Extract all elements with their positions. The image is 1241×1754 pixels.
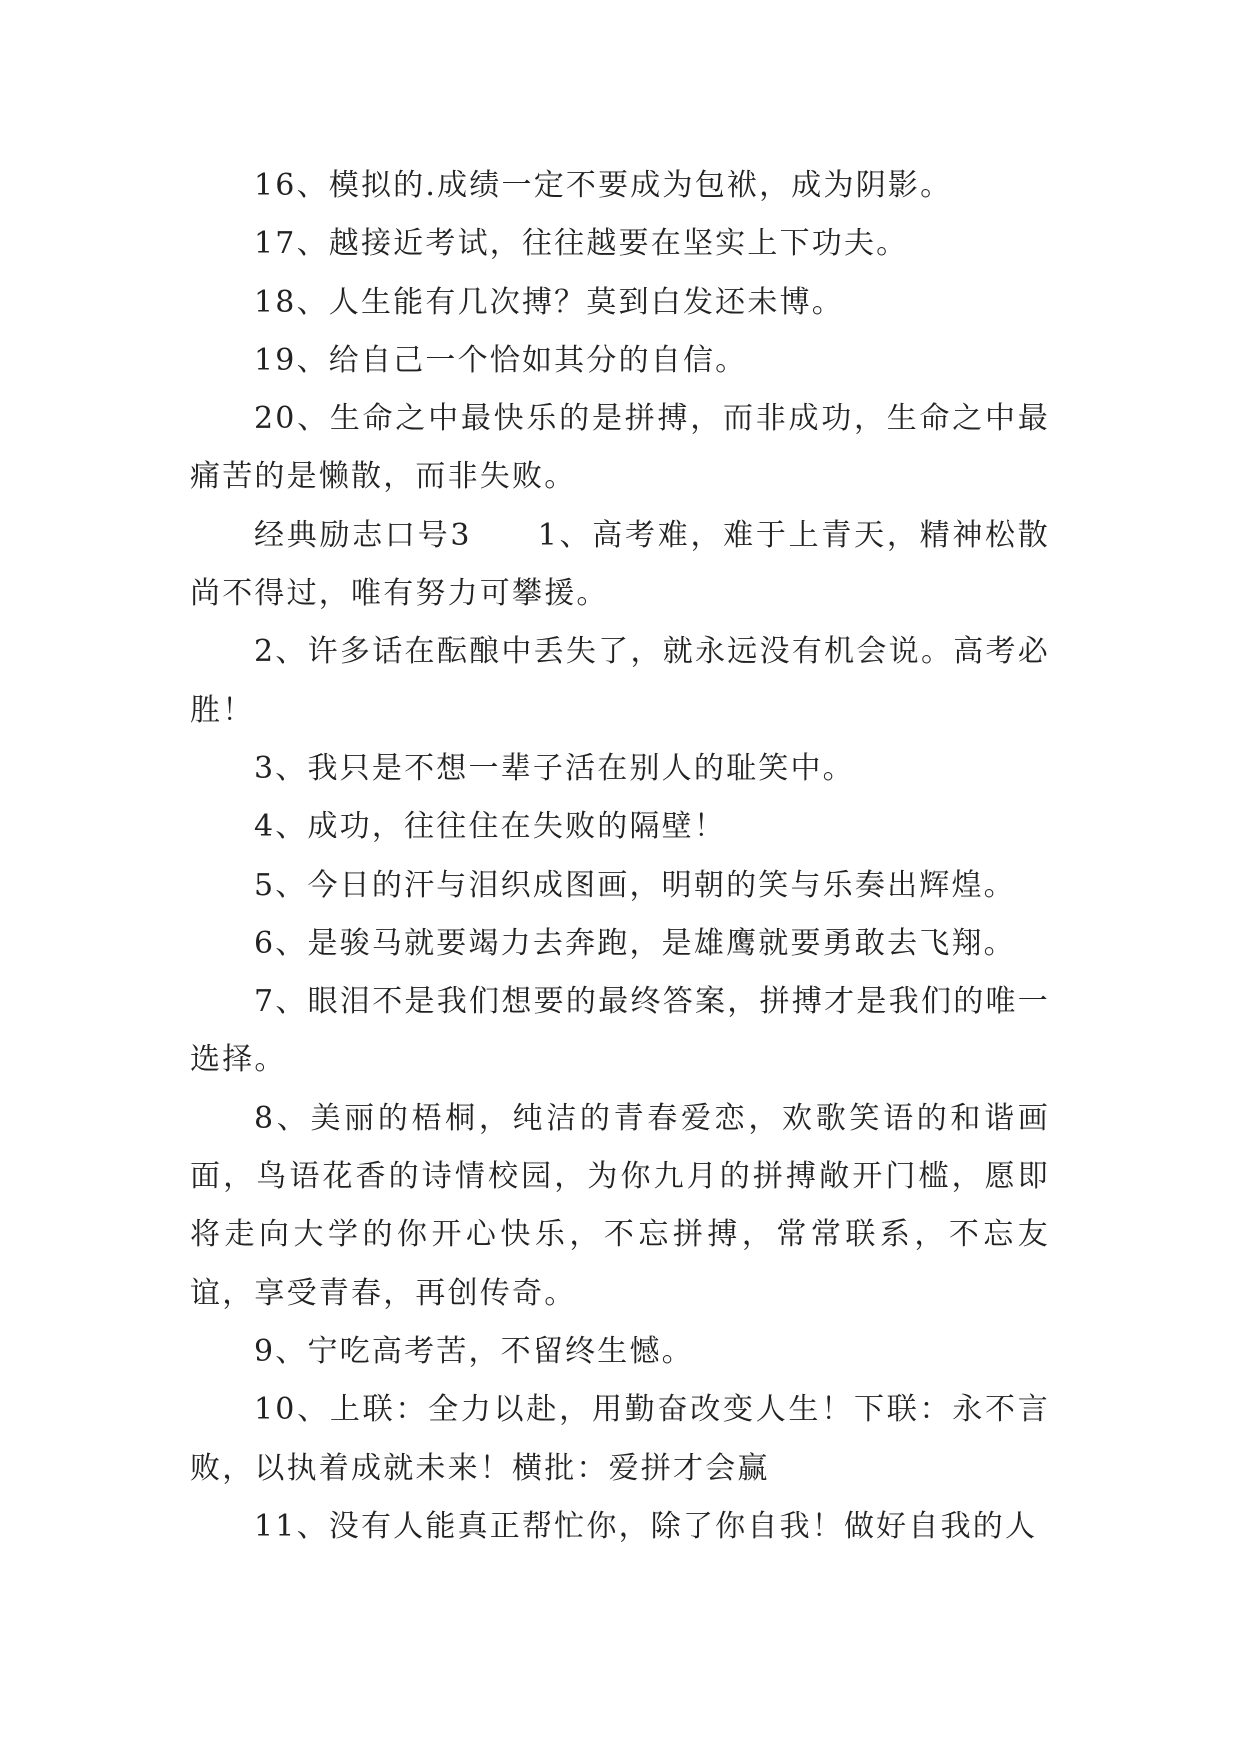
paragraph: 6、是骏马就要竭力去奔跑，是雄鹰就要勇敢去飞翔。	[254, 925, 1016, 961]
paragraph: 19、给自己一个恰如其分的自信。	[254, 342, 748, 378]
paragraph: 18、人生能有几次搏？莫到白发还未博。	[254, 284, 844, 320]
document-body	[190, 157, 1050, 1556]
paragraph: 17、越接近考试，往往越要在坚实上下功夫。	[254, 226, 909, 262]
paragraph: 20、生命之中最快乐的是拼搏，而非成功，生命之中最痛苦的是懒散，而非失败。	[190, 401, 1050, 495]
paragraph: 经典励志口号3 1、高考难，难于上青天，精神松散尚不得过，唯有努力可攀援。	[190, 517, 1050, 612]
paragraph: 5、今日的汗与泪织成图画，明朝的笑与乐奏出辉煌。	[254, 867, 1016, 903]
paragraph: 2、许多话在酝酿中丢失了，就永远没有机会说。高考必胜！	[190, 634, 1050, 728]
paragraph: 3、我只是不想一辈子活在别人的耻笑中。	[254, 750, 855, 786]
paragraph: 10、上联：全力以赴，用勤奋改变人生！下联：永不言败，以执着成就未来！横批：爱拼才会赢	[190, 1392, 1050, 1486]
paragraph: 8、美丽的梧桐，纯洁的青春爱恋，欢歌笑语的和谐画面，鸟语花香的诗情校园，为你九月的拼搏敞开门槛，愿即将走向大学的你开心快乐，不忘拼搏，常常联系，不忘友谊，享受青春，再创传奇。	[190, 1100, 1050, 1311]
paragraph: 11、没有人能真正帮忙你，除了你自我！做好自我的人	[254, 1508, 1038, 1544]
paragraph: 7、眼泪不是我们想要的最终答案，拼搏才是我们的唯一选择。	[190, 984, 1050, 1078]
paragraph: 4、成功，往往住在失败的隔壁！	[254, 809, 727, 845]
paragraph: 16、模拟的.成绩一定不要成为包袱，成为阴影。	[254, 168, 953, 203]
paragraph: 9、宁吃高考苦，不留终生憾。	[254, 1333, 694, 1369]
